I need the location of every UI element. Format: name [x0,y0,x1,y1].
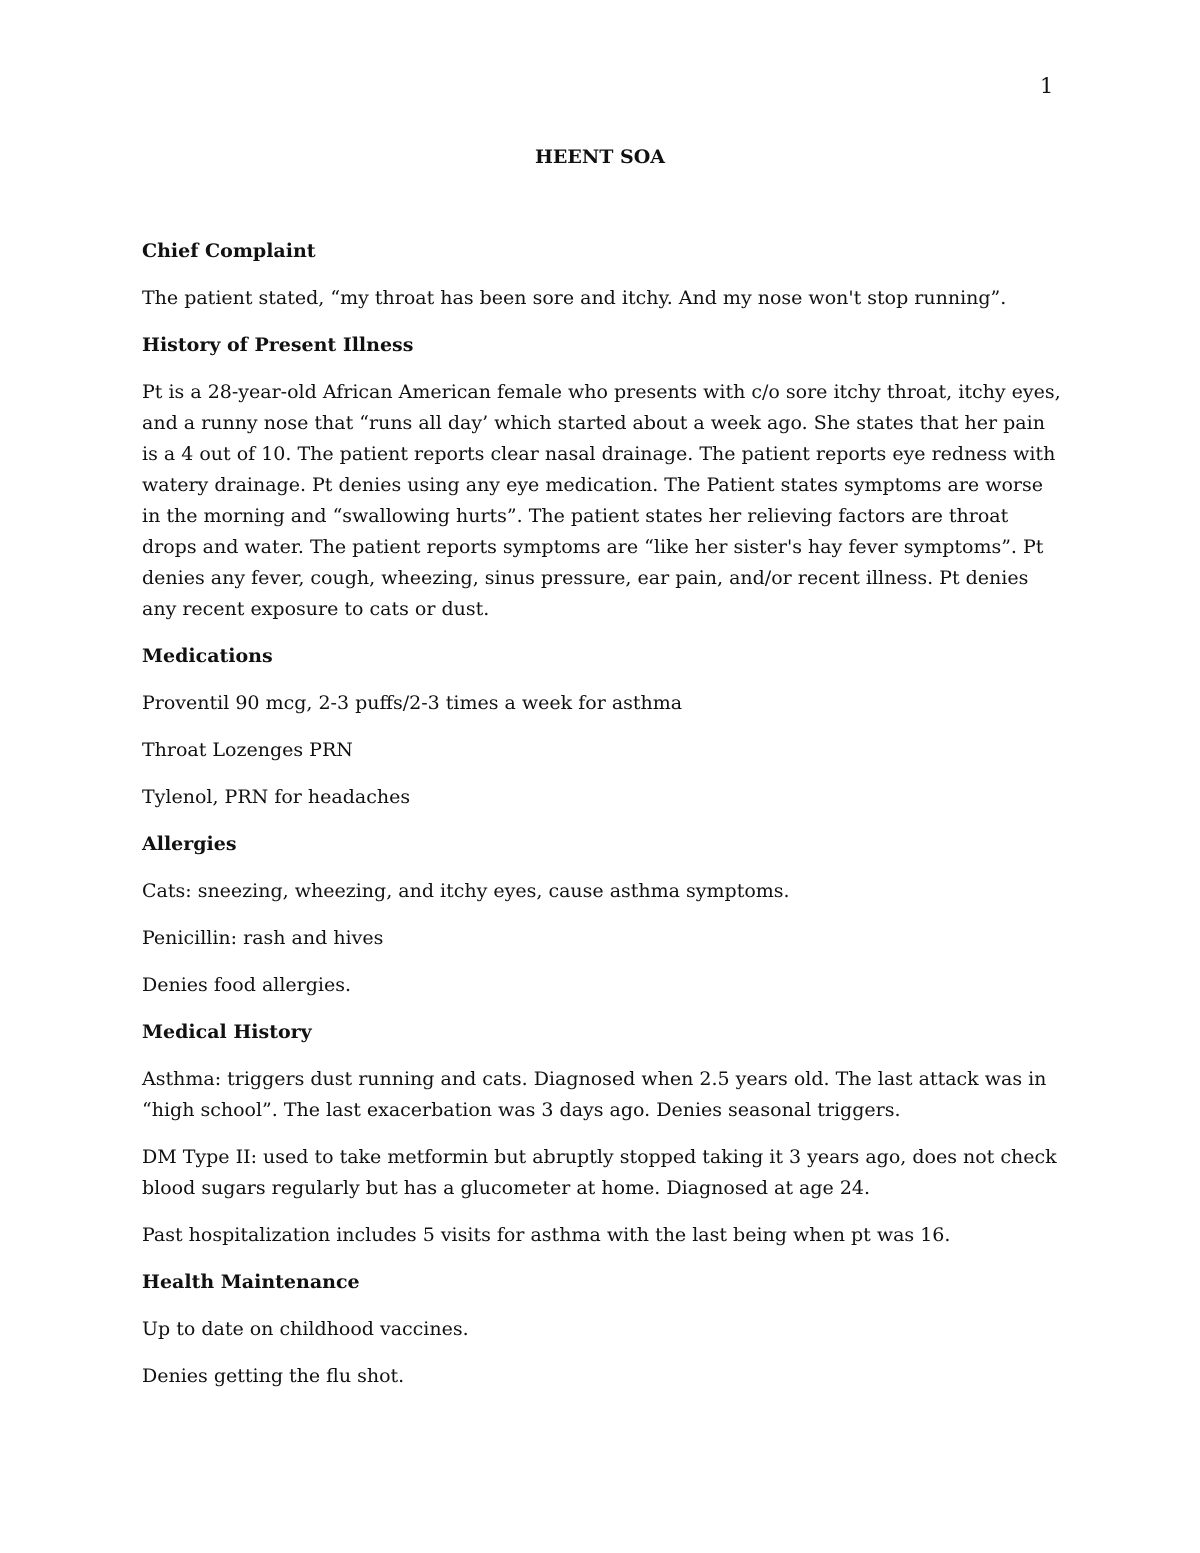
medical-history-heading: Medical History [142,1021,312,1043]
hpi-heading: History of Present Illness [142,334,414,356]
medical-history-item: DM Type II: used to take metformin but abruptly stopped taking it 3 years ago, does not check blood sugars regularly but has a glucometer at home. Diagnosed at age 24. [142,1146,1057,1199]
medications-heading: Medications [142,645,273,667]
allergy-item: Cats: sneezing, wheezing, and itchy eyes, cause asthma symptoms. [142,880,790,902]
medical-history-item: Past hospitalization includes 5 visits for asthma with the last being when pt was 16. [142,1224,951,1246]
allergies-heading: Allergies [142,833,237,855]
allergy-item: Denies food allergies. [142,974,352,996]
medication-item: Throat Lozenges PRN [142,739,353,761]
hpi-text: Pt is a 28-year-old African American female who presents with c/o sore itchy throat, itchy eyes, and a runny nose that “runs all day’ which started about a week ago. She states that her pain is a 4 out of 10. The patient reports clear nasal drainage. The patient reports eye redness with watery drainage. Pt denies using any eye medication. The Patient states symptoms are worse in the morning and “swallowing hurts”. The patient states her relieving factors are throat drops and water. The patient reports symptoms are “like her sister's hay fever symptoms”. Pt denies any fever, cough, wheezing, sinus pressure, ear pain, and/or recent illness. Pt denies any recent exposure to cats or dust. [142,381,1061,620]
medication-item: Tylenol, PRN for headaches [142,786,411,808]
health-maintenance-heading: Health Maintenance [142,1271,360,1293]
document-body [142,236,1062,1408]
health-maintenance-item: Up to date on childhood vaccines. [142,1318,469,1340]
page-number: 1 [1040,74,1054,98]
chief-complaint-heading: Chief Complaint [142,240,316,262]
medical-history-item: Asthma: triggers dust running and cats. Diagnosed when 2.5 years old. The last attack was in “high school”. The last exacerbation was 3 days ago. Denies seasonal triggers. [142,1068,1047,1121]
health-maintenance-item: Denies getting the flu shot. [142,1365,405,1387]
allergy-item: Penicillin: rash and hives [142,927,384,949]
document-title: HEENT SOA [534,146,666,168]
chief-complaint-text: The patient stated, “my throat has been sore and itchy. And my nose won't stop running”. [142,287,1007,309]
medication-item: Proventil 90 mcg, 2-3 puffs/2-3 times a week for asthma [142,692,683,714]
